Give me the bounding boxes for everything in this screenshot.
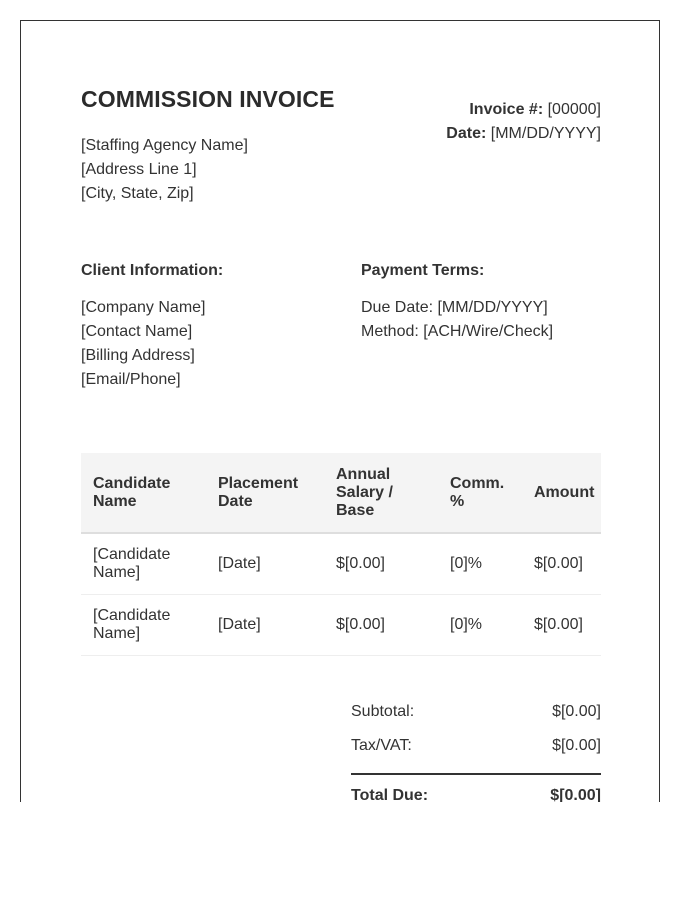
header-amount: Amount (522, 453, 601, 533)
invoice-number-label: Invoice #: (469, 101, 544, 118)
header-annual-salary: Annual Salary / Base (324, 453, 438, 533)
terms-due-date: Due Date: [MM/DD/YYYY] (361, 299, 548, 316)
agency-name: [Staffing Agency Name] (81, 137, 248, 154)
invoice-meta (446, 98, 601, 146)
client-heading: Client Information: (81, 262, 224, 279)
invoice-date-label: Date: (446, 125, 487, 142)
placements-table (81, 453, 601, 656)
table-header-row (81, 453, 601, 533)
subtotal-label: Subtotal: (351, 703, 415, 720)
invoice-title: COMMISSION INVOICE (81, 86, 335, 112)
total-due-label: Total Due: (351, 787, 429, 802)
terms-method: Method: [ACH/Wire/Check] (361, 323, 554, 340)
header-commission-percent: Comm. % (438, 453, 522, 533)
subtotal-value: $[0.00] (552, 703, 601, 720)
agency-address (81, 134, 248, 206)
cell-commission-percent: [0]% (438, 595, 522, 656)
cell-amount: $[0.00] (522, 533, 601, 595)
cell-placement-date: [Date] (206, 533, 324, 595)
total-due-row (351, 773, 601, 802)
invoice-number-row (446, 98, 601, 122)
agency-city-state-zip: [City, State, Zip] (81, 185, 194, 202)
total-due-value: $[0.00] (550, 787, 601, 802)
tax-value: $[0.00] (552, 737, 601, 754)
agency-address-line: [Address Line 1] (81, 161, 197, 178)
subtotal-row (351, 695, 601, 729)
table-row (81, 533, 601, 595)
terms-heading: Payment Terms: (361, 262, 485, 279)
terms-lines (361, 296, 601, 344)
invoice-page (20, 20, 660, 802)
table-row (81, 595, 601, 656)
client-email-phone: [Email/Phone] (81, 371, 181, 388)
client-company: [Company Name] (81, 299, 206, 316)
cell-candidate-name: [Candidate Name] (81, 533, 206, 595)
payment-terms (361, 262, 601, 344)
client-lines (81, 296, 341, 392)
cell-annual-salary: $[0.00] (324, 533, 438, 595)
cell-placement-date: [Date] (206, 595, 324, 656)
header-placement-date: Placement Date (206, 453, 324, 533)
client-contact: [Contact Name] (81, 323, 193, 340)
cell-annual-salary: $[0.00] (324, 595, 438, 656)
cell-amount: $[0.00] (522, 595, 601, 656)
invoice-number-value: [00000] (547, 101, 601, 118)
client-information (81, 262, 341, 392)
invoice-date-row (446, 122, 601, 146)
header-candidate-name: Candidate Name (81, 453, 206, 533)
tax-label: Tax/VAT: (351, 737, 412, 754)
totals-block (351, 695, 601, 802)
cell-commission-percent: [0]% (438, 533, 522, 595)
tax-row (351, 729, 601, 763)
invoice-date-value: [MM/DD/YYYY] (490, 125, 601, 142)
cell-candidate-name: [Candidate Name] (81, 595, 206, 656)
client-billing-address: [Billing Address] (81, 347, 195, 364)
